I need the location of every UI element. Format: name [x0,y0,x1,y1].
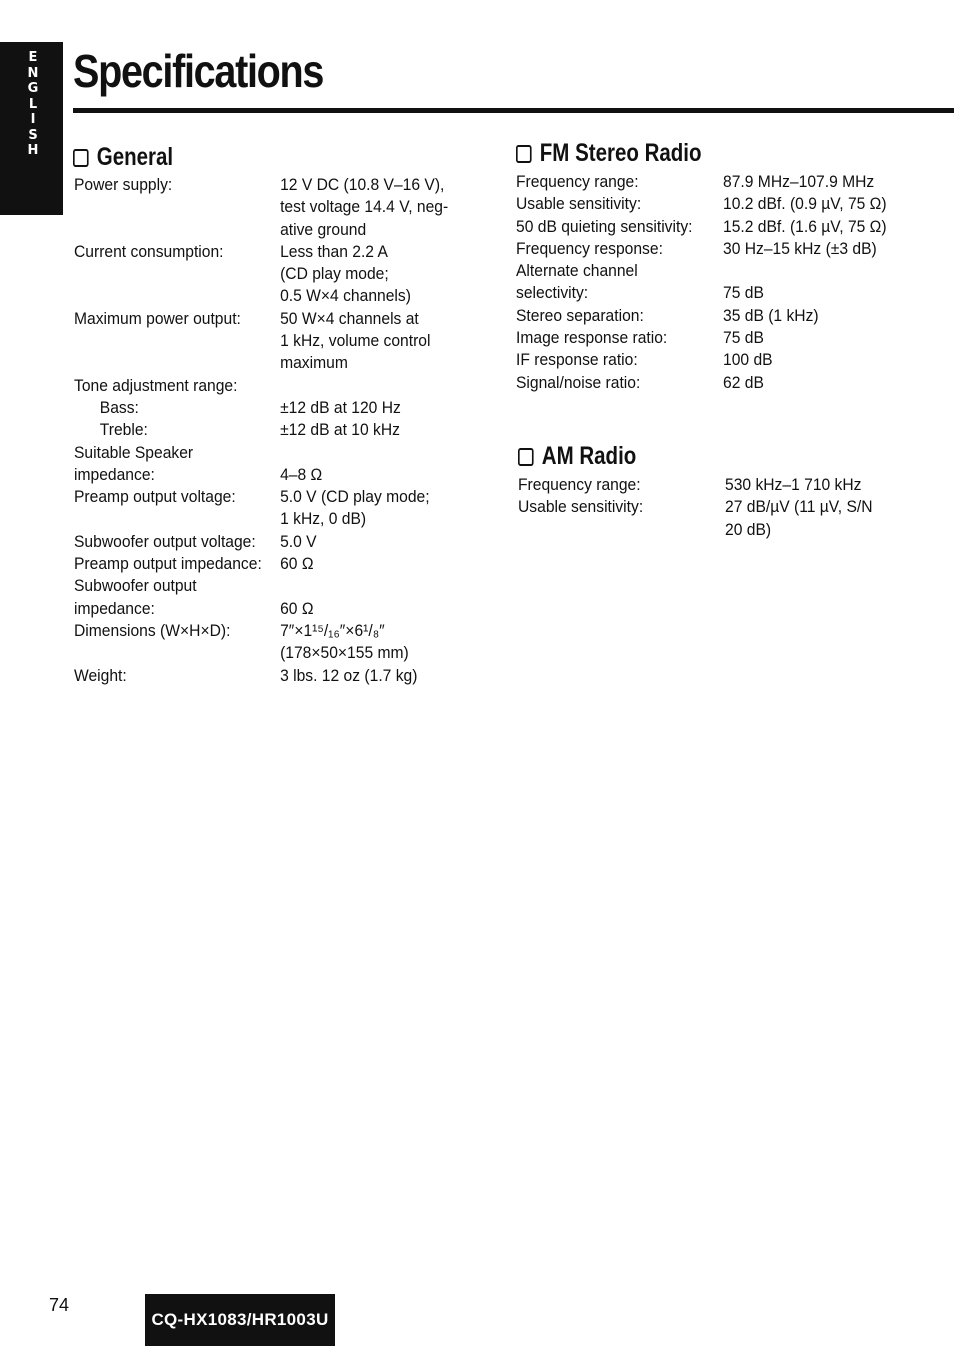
spec-label: Dimensions (W×H×D): [74,620,231,640]
spec-row [74,486,448,531]
spec-label: Signal/noise ratio: [516,372,641,392]
spec-label: Frequency response: [516,238,663,258]
spec-value: 50 W×4 channels at 1 kHz, volume control maximum [280,308,431,373]
spec-value: 7″×1¹⁵/₁₆″×6¹/₈″ (178×50×155 mm) [280,620,409,663]
spec-label: Image response ratio: [516,328,668,348]
page-number: 74 [49,1295,70,1315]
spec-label: Preamp output voltage: [74,487,236,507]
spec-label: Stereo separation: [516,305,644,325]
am-heading: AM Radio [518,442,636,471]
spec-row [516,349,887,371]
spec-row [74,397,448,419]
spec-value: 30 Hz–15 kHz (±3 dB) [723,238,877,258]
spec-value: 60 Ω [280,554,314,574]
spec-value: 3 lbs. 12 oz (1.7 kg) [280,665,418,685]
spec-label: 50 dB quieting sensitivity: [516,216,693,236]
spec-row [74,241,448,308]
general-heading: General [73,143,173,172]
spec-label: Subwoofer output voltage: [74,531,256,551]
spec-label: Frequency range: [516,172,639,191]
spec-label: Suitable Speaker impedance: [74,442,194,484]
spec-row [74,419,448,441]
spec-label: Alternate channel selectivity: [516,261,638,303]
model-number-badge: CQ-HX1083/HR1003U [145,1294,335,1346]
spec-label: Treble: [99,420,148,440]
spec-value: 87.9 MHz–107.9 MHz [723,172,875,191]
spec-value: 5.0 V (CD play mode; 1 kHz, 0 dB) [280,487,430,529]
spec-label: Current consumption: [74,241,224,261]
spec-label: Preamp output impedance: [74,554,262,574]
spec-row [518,496,873,541]
spec-row [74,308,448,375]
spec-value: 5.0 V [280,531,317,551]
spec-value: ±12 dB at 10 kHz [280,420,400,440]
spec-label: Power supply: [74,175,173,194]
spec-label: Usable sensitivity: [518,497,644,517]
spec-label: IF response ratio: [516,350,638,370]
spec-row [74,375,448,397]
spec-label: Usable sensitivity: [516,194,642,214]
page-title: Specifications [73,45,324,97]
tab-page-number: 47 [14,225,30,241]
spec-value: 60 Ω [280,598,314,618]
spec-label: Tone adjustment range: [74,375,238,395]
spec-label: Subwoofer output impedance: [74,576,197,618]
spec-row [74,442,448,487]
spec-value: 27 dB/µV (11 µV, S/N 20 dB) [725,497,873,539]
spec-label: Bass: [99,397,139,417]
spec-value: 12 V DC (10.8 V–16 V), test voltage 14.4 V, neg- ative ground [280,175,449,239]
checkbox-square-icon [73,149,89,167]
spec-row [516,171,887,193]
spec-row [516,238,887,260]
checkbox-square-icon [516,145,532,163]
spec-value: ±12 dB at 120 Hz [280,397,401,417]
spec-value: 4–8 Ω [280,464,323,484]
spec-row [518,474,873,496]
spec-label: Weight: [74,665,127,685]
title-rule [73,108,954,113]
spec-row [74,553,448,575]
language-letters: E N G L I S H [27,50,39,158]
am-spec-list [518,474,873,541]
spec-row [516,260,887,305]
spec-value [280,375,284,397]
spec-row [516,372,887,394]
checkbox-square-icon [518,448,534,466]
spec-value: 530 kHz–1 710 kHz [725,475,862,494]
spec-row [74,665,448,687]
general-spec-list [74,174,448,687]
spec-value: 10.2 dBf. (0.9 µV, 75 Ω) [723,194,887,214]
spec-label: Maximum power output: [74,308,241,328]
spec-value: 62 dB [723,372,764,392]
spec-row [516,193,887,215]
spec-row [516,327,887,349]
spec-value: 15.2 dBf. (1.6 µV, 75 Ω) [723,216,887,236]
fm-spec-list [516,171,887,394]
spec-row [74,174,448,241]
spec-value: 75 dB [723,328,764,348]
fm-heading: FM Stereo Radio [516,139,702,168]
spec-value: 75 dB [723,283,764,303]
spec-value: 100 dB [723,350,773,370]
spec-row [516,216,887,238]
spec-row [516,305,887,327]
spec-value: Less than 2.2 A (CD play mode; 0.5 W×4 channels) [280,241,411,306]
spec-label: Frequency range: [518,475,641,494]
spec-row [74,575,448,620]
spec-row [74,620,448,665]
spec-row [74,531,448,553]
language-side-tab [0,42,63,241]
spec-value: 35 dB (1 kHz) [723,305,819,325]
